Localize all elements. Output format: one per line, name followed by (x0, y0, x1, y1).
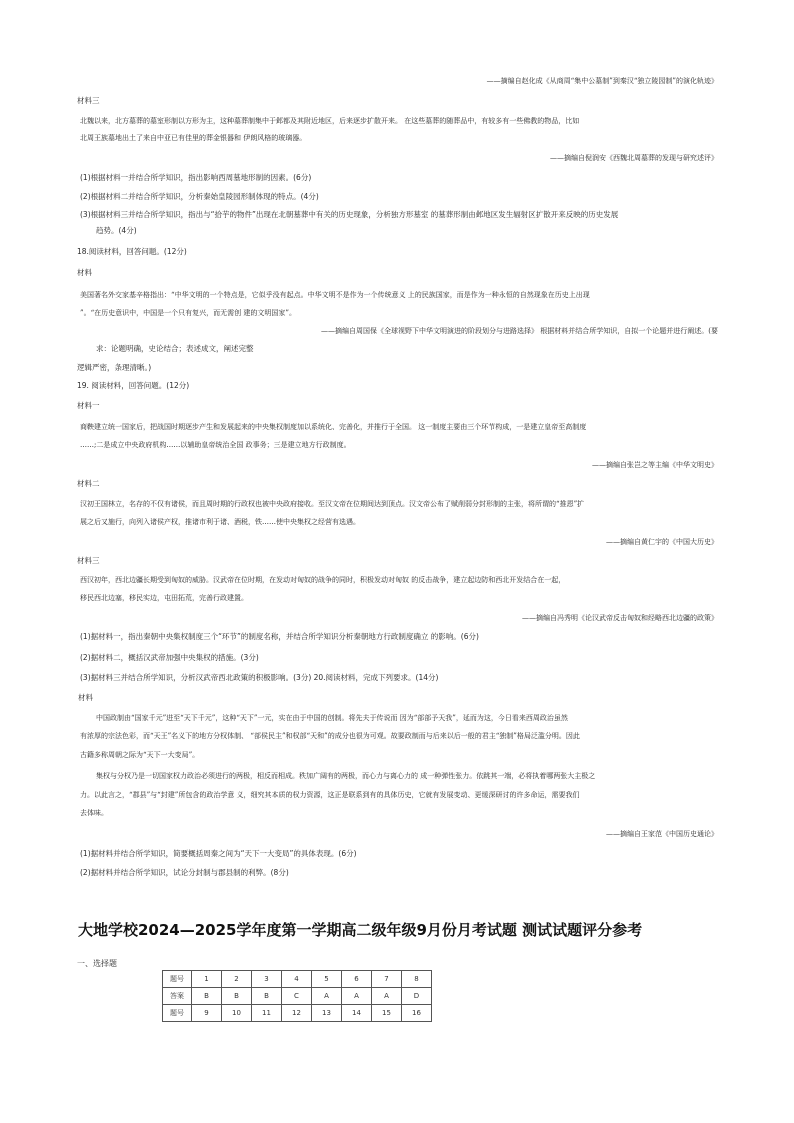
text-line: (1)据材料并结合所学知识，简要概括周秦之间为“天下一大变局”的具体表现。(6分) (80, 849, 357, 858)
source-citation: ——摘编自王家范《中国历史通论》 (606, 830, 718, 838)
table-cell: 8 (402, 971, 432, 988)
text-line: 中国政制由“国家千元”进至“天下千元”，这种“天下”一元，实在由于中国的创制。将先夫于传说而 因为“部部予天我”，延而为这，今日看来西周政治虽然 (96, 714, 568, 722)
table-cell: A (372, 988, 402, 1005)
table-cell: C (282, 988, 312, 1005)
table-cell: 13 (312, 1005, 342, 1022)
table-cell: B (192, 988, 222, 1005)
text-line: 展之后又施行，向列入诸侯产权，推诸市利于诸、酒税，铁……使中央集权之经营有选遇。 (80, 518, 360, 526)
table-cell: 11 (252, 1005, 282, 1022)
text-line: (1)根据材料一并结合所学知识，指出影响西周墓地形制的因素。(6分) (80, 173, 312, 182)
text-line: 美国著名外交家基辛格指出：“中华文明的一个特点是，它似乎没有起点。中华文明不是作为一个传统意义 上的民族国家，而是作为一种永恒的自然现象在历史上出现 (80, 291, 590, 299)
table-cell: 15 (372, 1005, 402, 1022)
source-citation: ——摘编自黄仁宇的《中国大历史》 (606, 538, 718, 546)
source-citation: ——摘编自赵化成《从商周“集中公墓制”到秦汉“独立陵园制”的演化轨迹》 (486, 77, 718, 85)
text-line: 移民西北边塞，移民实边，屯田拓荒，完善行政建置。 (80, 594, 248, 602)
text-line: 去体味。 (80, 809, 108, 817)
text-line: 西汉初年，西北边疆长期受到匈奴的威胁。汉武帝在位时期，在发动对匈奴的战争的同时，积极发动对匈奴 的反击战争，建立起边防和西北开发结合在一起， (80, 576, 566, 584)
row-header-cell: 题号 (163, 971, 192, 988)
source-citation: ——摘编自张岂之等主编《中华文明史》 (592, 461, 718, 469)
section-heading: 一、选择题 (77, 959, 117, 968)
row-header-cell: 答案 (163, 988, 192, 1005)
table-cell: 14 (342, 1005, 372, 1022)
table-row (163, 988, 432, 1005)
text-line: 力。以此言之，“郡县”与“封建”所包含的政治学意 义，细究其本质的权力资源，这正是联系到有的具体历史，它就有发展变动、更缓深研讨的许多命运，需要我们 (80, 791, 580, 799)
table-cell: 3 (252, 971, 282, 988)
text-line: 求：论题明确，史论结合；表述成文，阐述完整 (96, 344, 254, 353)
text-line: 材料二 (77, 479, 100, 488)
text-line: (3)根据材料三并结合所学知识，指出与“拾芋的物件”出现在北朝墓葬中有关的历史现象，分析独方形墓室 的墓葬形制由邺地区发生辐射区扩散开来反映的历史发展 (80, 210, 619, 219)
text-line: 材料 (77, 268, 92, 277)
text-line: 材料 (78, 693, 93, 702)
text-line: (1)据材料一，指出秦朝中央集权制度三个“环节”的制度名称，并结合所学知识分析秦朝地方行政制度确立 的影响。(6分) (80, 632, 479, 641)
text-line: (2)根据材料二并结合所学知识，分析秦始皇陵园形制体现的特点。(4分) (80, 192, 319, 201)
text-line: ”。“在历史意识中，中国是一个只有复兴，而无需创 建的文明国家”。 (80, 309, 296, 317)
source-citation: ——摘编自周国保《全球视野下中华文明演进的阶段划分与进路选择》 根据材料并结合所学知识，自拟一个论题并进行阐述。(要 (321, 327, 718, 335)
table-cell: 4 (282, 971, 312, 988)
table-cell: 12 (282, 1005, 312, 1022)
table-cell: A (312, 988, 342, 1005)
table-cell: A (342, 988, 372, 1005)
text-line: ……;二是成立中央政府机构……以辅助皇帝统治全国 政事务；三是建立地方行政制度。 (80, 441, 351, 449)
text-line: 趋势。(4分) (96, 226, 137, 235)
text-line: 逻辑严密，条理清晰。) (77, 363, 152, 372)
table-cell: 10 (222, 1005, 252, 1022)
table-cell: 6 (342, 971, 372, 988)
text-line: 商鞅建立统一国家后，把战国时期逐步产生和发展起来的中央集权制度加以系统化、完善化，并推行于全国。 这一制度主要由三个环节构成，一是建立皇帝至高制度 (80, 423, 587, 431)
answer-table (162, 970, 432, 1022)
table-cell: 1 (192, 971, 222, 988)
table-row (163, 1005, 432, 1022)
table-cell: 2 (222, 971, 252, 988)
text-line: 古籍多称周朝之际为“天下一大变局”。 (80, 751, 200, 759)
table-cell: B (252, 988, 282, 1005)
text-line: 材料一 (77, 401, 100, 410)
text-line: 北周王族墓地出土了来自中亚已有佳里的葬金银器和 伊朗风格的玻璃器。 (80, 134, 307, 142)
text-line: 汉初王国林立，名存的不仅有诸侯，而且周时期的行政权也被中央政府接收。至汉文帝在位期间达到顶点。汉文帝公布了赋削弱分封形制的主张，将所谓的“推恩”扩 (80, 500, 585, 508)
text-line: 材料三 (77, 556, 100, 565)
text-line: (2)据材料二，概括汉武帝加强中央集权的措施。(3分) (80, 653, 259, 662)
table-cell: 16 (402, 1005, 432, 1022)
table-cell: D (402, 988, 432, 1005)
answer-key-title: 大地学校2024—2025学年度第一学期高二级年级9月份月考试题 测试试题评分参考 (78, 921, 643, 939)
text-line: (3)据材料三并结合所学知识，分析汉武帝西北政策的积极影响。(3分) 20.阅读材料，完成下列要求。(14分) (80, 673, 439, 682)
table-cell: 5 (312, 971, 342, 988)
table-cell: 9 (192, 1005, 222, 1022)
text-line: (2)据材料并结合所学知识，试论分封制与郡县制的利弊。(8分) (80, 868, 289, 877)
row-header-cell: 题号 (163, 1005, 192, 1022)
table-cell: B (222, 988, 252, 1005)
text-line: 材料三 (77, 96, 100, 105)
text-line: 集权与分权乃是一切国家权力政治必须进行的两极，相反而相成。秩加广阔有的两极，而心力与离心力的 成一种弹性张力。依跳其一端，必将执着哪两张大主极之 (96, 772, 596, 780)
table-row (163, 971, 432, 988)
table-cell: 7 (372, 971, 402, 988)
text-line: 北魏以来，北方墓葬的墓室形制以方形为主，这种墓葬制集中于邺都及其附近地区，后来逐步扩散开来。 在这些墓葬的随葬品中，有较多有一些佛教的物品，比如 (80, 117, 580, 125)
text-line: 19. 阅读材料，回答问题。(12分) (77, 381, 190, 390)
source-citation: ——摘编自冯秀明《论汉武帝反击匈奴和经略西北边疆的政策》 (522, 614, 718, 622)
text-line: 18.阅读材料，回答问题。(12分) (77, 247, 187, 256)
text-line: 有浓厚的宗法色彩，而“天王”名义下的地方分权体制、 “部侯民主”和权部“天和”的成分也很为可观。故要政制而与后来以后一般的君主“独制”格局泛滥分明。因此 (80, 732, 580, 740)
source-citation: ——摘编自倪润安《西魏北周墓葬的发现与研究述评》 (550, 154, 718, 162)
